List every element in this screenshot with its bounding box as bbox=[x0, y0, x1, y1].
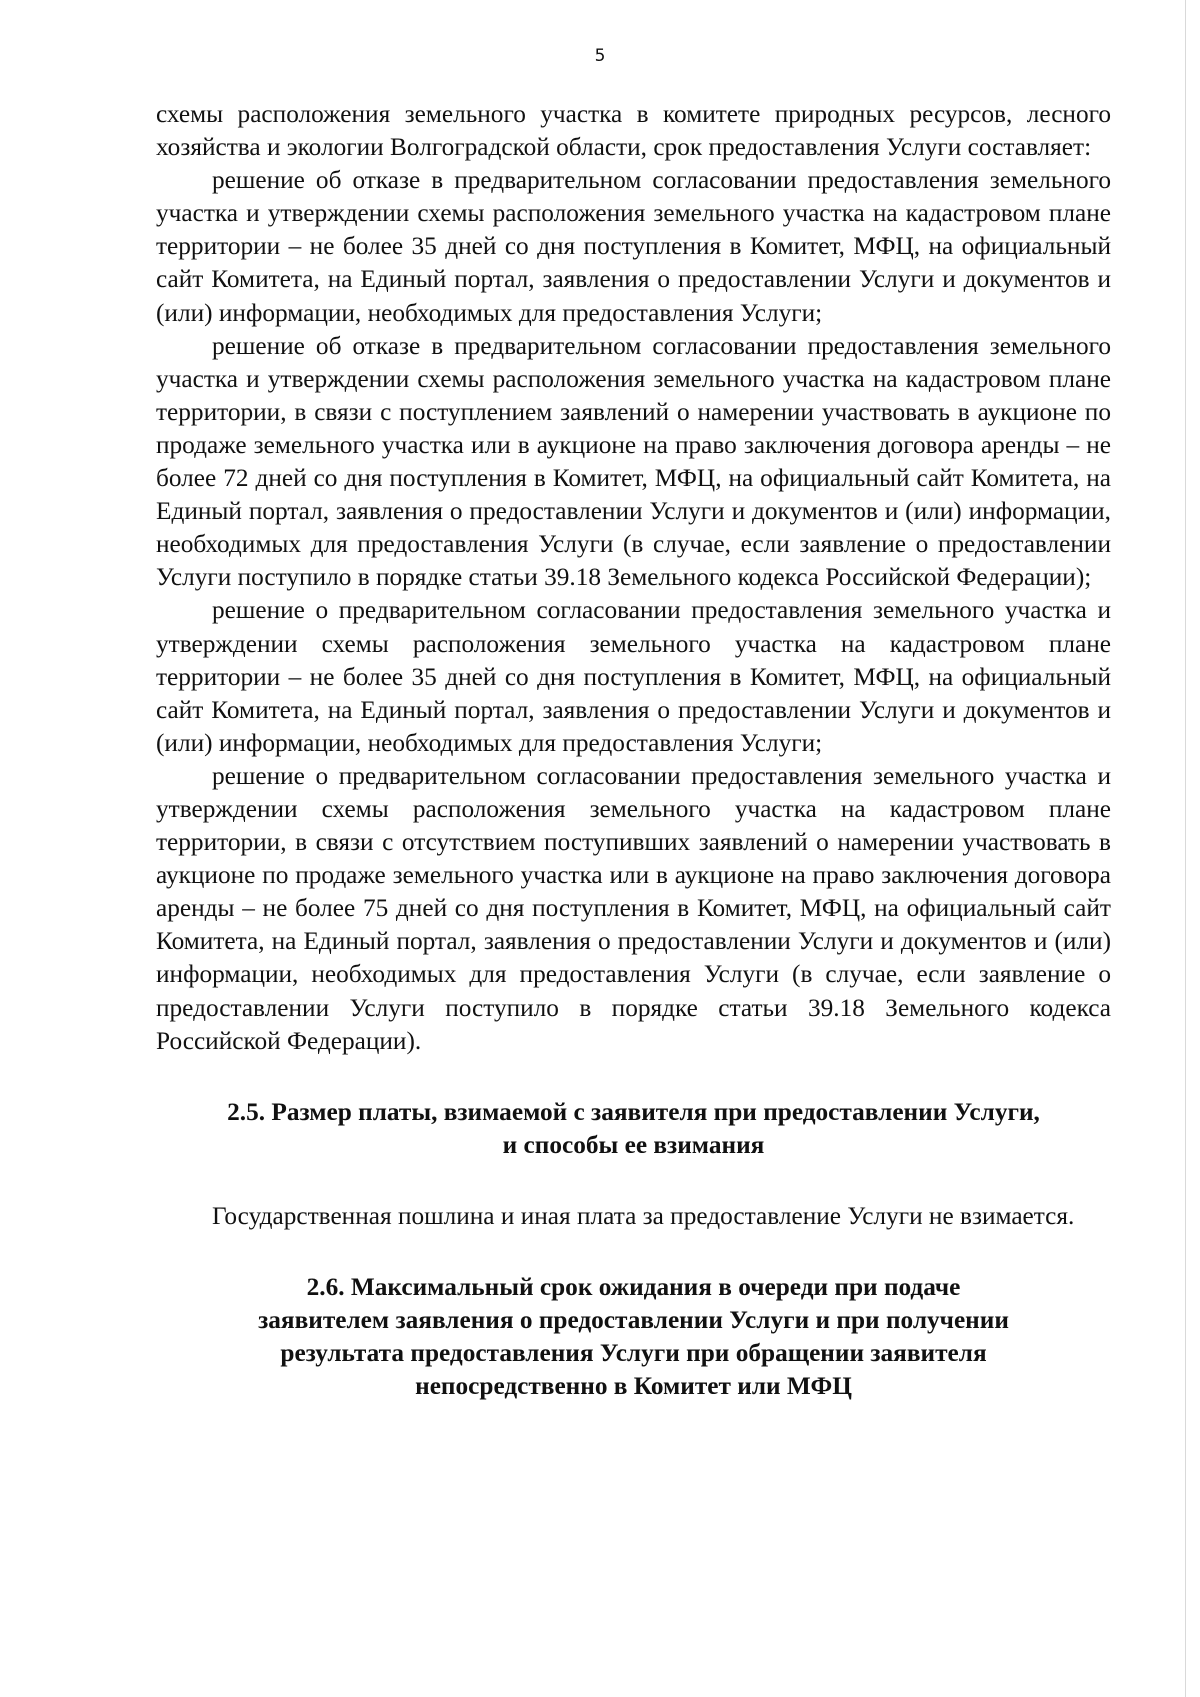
heading-line: результата предоставления Услуги при обращении заявителя bbox=[280, 1339, 987, 1368]
page-number: 5 bbox=[594, 46, 606, 66]
heading-line: 2.6. Максимальный срок ожидания в очереди при подаче bbox=[306, 1273, 961, 1301]
heading-line: заявителем заявления о предоставлении Услуги и при получении bbox=[258, 1306, 1009, 1335]
page-content bbox=[156, 98, 1111, 1403]
section-heading-2-5 bbox=[156, 1096, 1111, 1162]
scan-edge-line bbox=[1185, 0, 1186, 1697]
paragraph-approval-75-days: решение о предварительном согласовании предоставления земельного участка и утверждении схемы расположения земельного участка на кадастровом плане территории, в связи с отсутствием поступивших заявлений о намерении участвовать в аукционе по продаже земельного участка или в аукционе на право заключения договора аренды – не более 75 дней со дня поступления в Комитет, МФЦ, на официальный сайт Комитета, на Единый портал, заявления о предоставлении Услуги и документов и (или) информации, необходимых для предоставления Услуги (в случае, если заявление о предоставлении Услуги поступило в порядке статьи 39.18 Земельного кодекса Российской Федерации). bbox=[156, 761, 1111, 1055]
paragraph-refusal-72-days: решение об отказе в предварительном согласовании предоставления земельного участка и утверждении схемы расположения земельного участка на кадастровом плане территории, в связи с поступлением заявлений о намерении участвовать в аукционе по продаже земельного участка или в аукционе на право заключения договора аренды – не более 72 дней со дня поступления в Комитет, МФЦ, на официальный сайт Комитета, на Единый портал, заявления о предоставлении Услуги и документов и (или) информации, необходимых для предоставления Услуги (в случае, если заявление о предоставлении Услуги поступило в порядке статьи 39.18 Земельного кодекса Российской Федерации); bbox=[156, 331, 1111, 592]
section-heading-2-6 bbox=[156, 1271, 1111, 1403]
heading-line: 2.5. Размер платы, взимаемой с заявителя при предоставлении Услуги, bbox=[227, 1097, 1040, 1126]
paragraph-refusal-35-days: решение об отказе в предварительном согласовании предоставления земельного участка и утверждении схемы расположения земельного участка на кадастровом плане территории – не более 35 дней со дня поступления в Комитет, МФЦ, на официальный сайт Комитета, на Единый портал, заявления о предоставлении Услуги и документов и (или) информации, необходимых для предоставления Услуги; bbox=[156, 166, 1111, 327]
paragraph-continuation: схемы расположения земельного участка в комитете природных ресурсов, лесного хозяйства и экологии Волгоградской области, срок предоставления Услуги составляет: bbox=[156, 100, 1111, 162]
paragraph-approval-35-days: решение о предварительном согласовании предоставления земельного участка и утверждении схемы расположения земельного участка на кадастровом плане территории – не более 35 дней со дня поступления в Комитет, МФЦ, на официальный сайт Комитета, на Единый портал, заявления о предоставлении Услуги и документов и (или) информации, необходимых для предоставления Услуги; bbox=[156, 596, 1111, 757]
heading-line: непосредственно в Комитет или МФЦ bbox=[415, 1372, 852, 1401]
paragraph-fee: Государственная пошлина и иная плата за предоставление Услуги не взимается. bbox=[212, 1201, 1075, 1230]
heading-line: и способы ее взимания bbox=[502, 1130, 765, 1159]
